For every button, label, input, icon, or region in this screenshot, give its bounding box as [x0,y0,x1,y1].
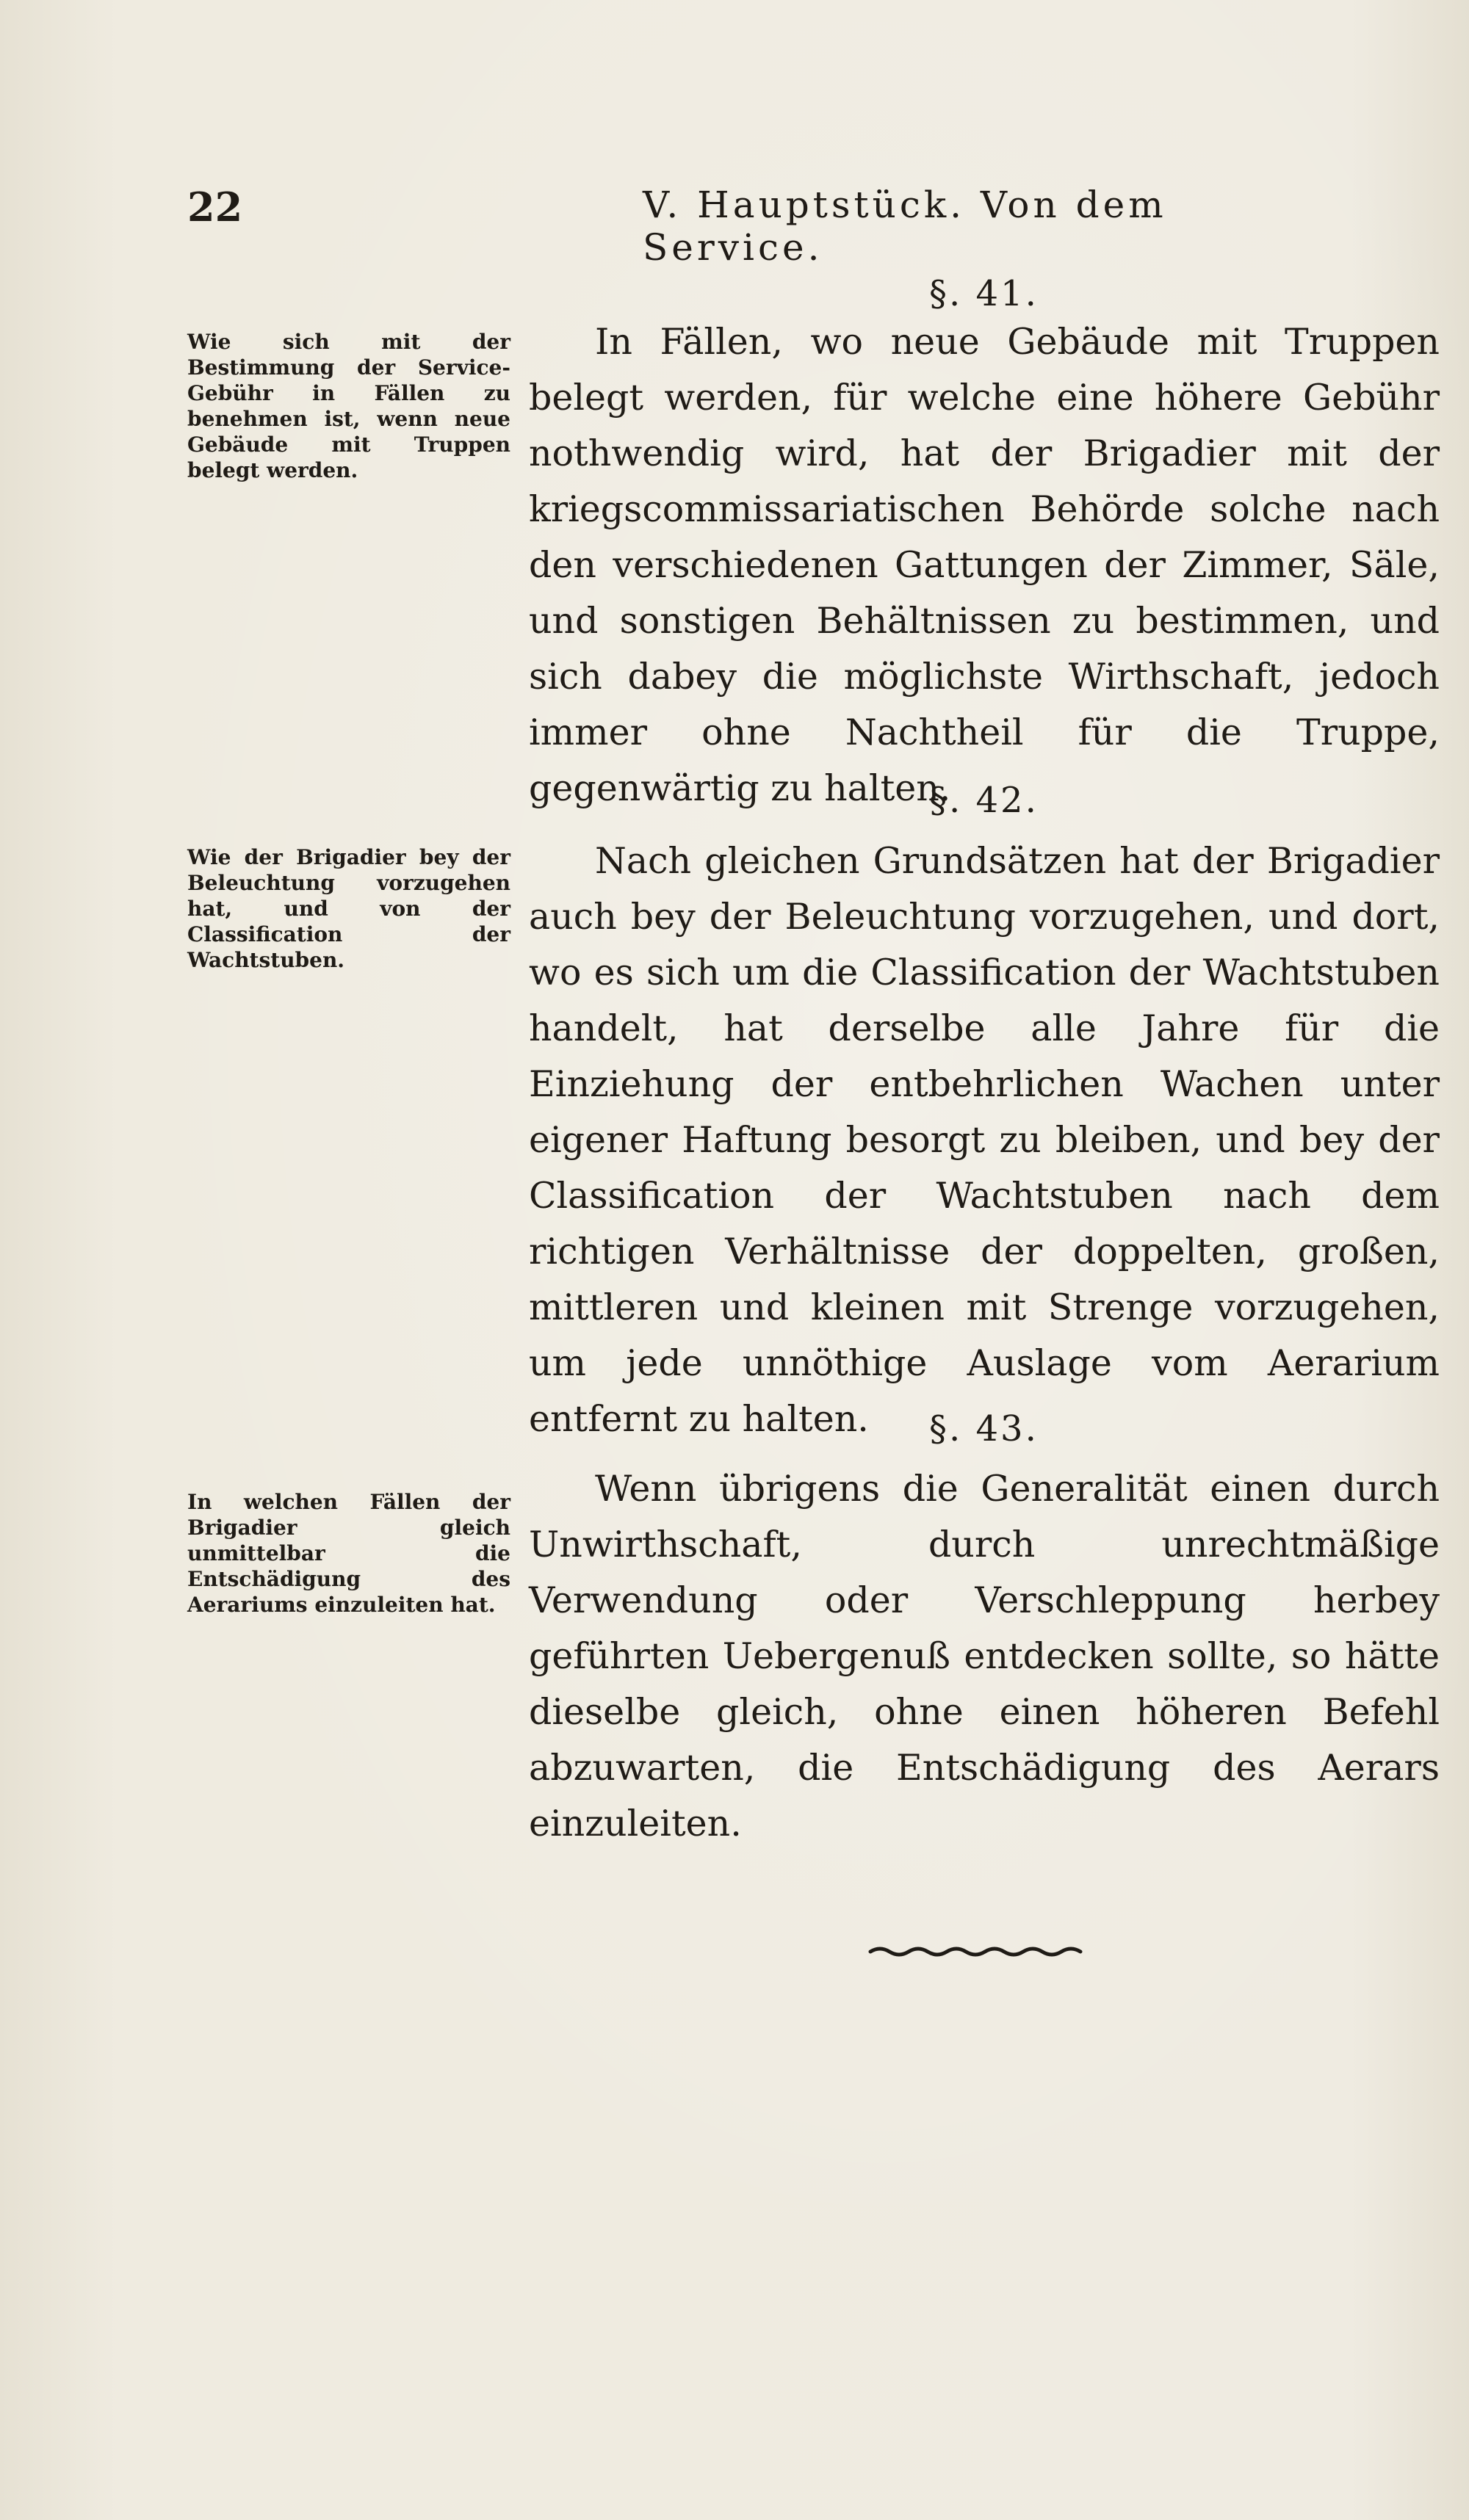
running-head: V. Hauptstück. Von dem Service. [643,184,1167,269]
section-heading-42: §. 42. [929,780,1039,821]
margin-note-41: Wie sich mit der Bestimmung der Service-Gebühr in Fällen zu benehmen ist, wenn neue Gebäude mit Truppen belegt werden. [187,330,510,482]
section-heading-43: §. 43. [929,1408,1039,1449]
page-header [187,184,1333,269]
margin-note-42: Wie der Brigadier bey der Beleuchtung vorzugehen hat, und von der Classification der Wachtstuben. [187,845,510,972]
section-text-41: In Fällen, wo neue Gebäude mit Truppen belegt werden, für welche eine höhere Gebühr nothwendig wird, hat der Brigadier mit der kriegscommissariatischen Behörde solche nach den verschiedenen Gattungen der Zimmer, Säle, und sonstigen Behältnissen zu bestimmen, und sich dabey die möglichste Wirthschaft, jedoch immer ohne Nachtheil für die Truppe, gegenwärtig zu halten. [529,321,1440,809]
section-text-42: Nach gleichen Grundsätzen hat der Brigadier auch bey der Beleuchtung vorzugehen, und dort, wo es sich um die Classification der Wachtstuben handelt, hat derselbe alle Jahre für die Einziehung der entbehrlichen Wachen unter eigener Haftung besorgt zu bleiben, und bey der Classification der Wachtstuben nach dem richtigen Verhältnisse der doppelten, großen, mittleren und kleinen mit Strenge vorzugehen, um jede unnöthige Auslage vom Aerarium entfernt zu halten. [529,840,1440,1440]
section-text-43: Wenn übrigens die Generalität einen durch Unwirthschaft, durch unrechtmäßige Verwendung oder Verschleppung herbey geführten Uebergenuß entdecken sollte, so hätte dieselbe gleich, ohne einen höheren Befehl abzuwarten, die Entschädigung des Aerars einzuleiten. [529,1468,1440,1844]
decorative-ornament [867,1944,1087,1959]
section-heading-41: §. 41. [929,273,1039,314]
page-number: 22 [187,184,243,231]
margin-note-43: In welchen Fällen der Brigadier gleich unmittelbar die Entschädigung des Aerariums einzuleiten hat. [187,1490,510,1617]
